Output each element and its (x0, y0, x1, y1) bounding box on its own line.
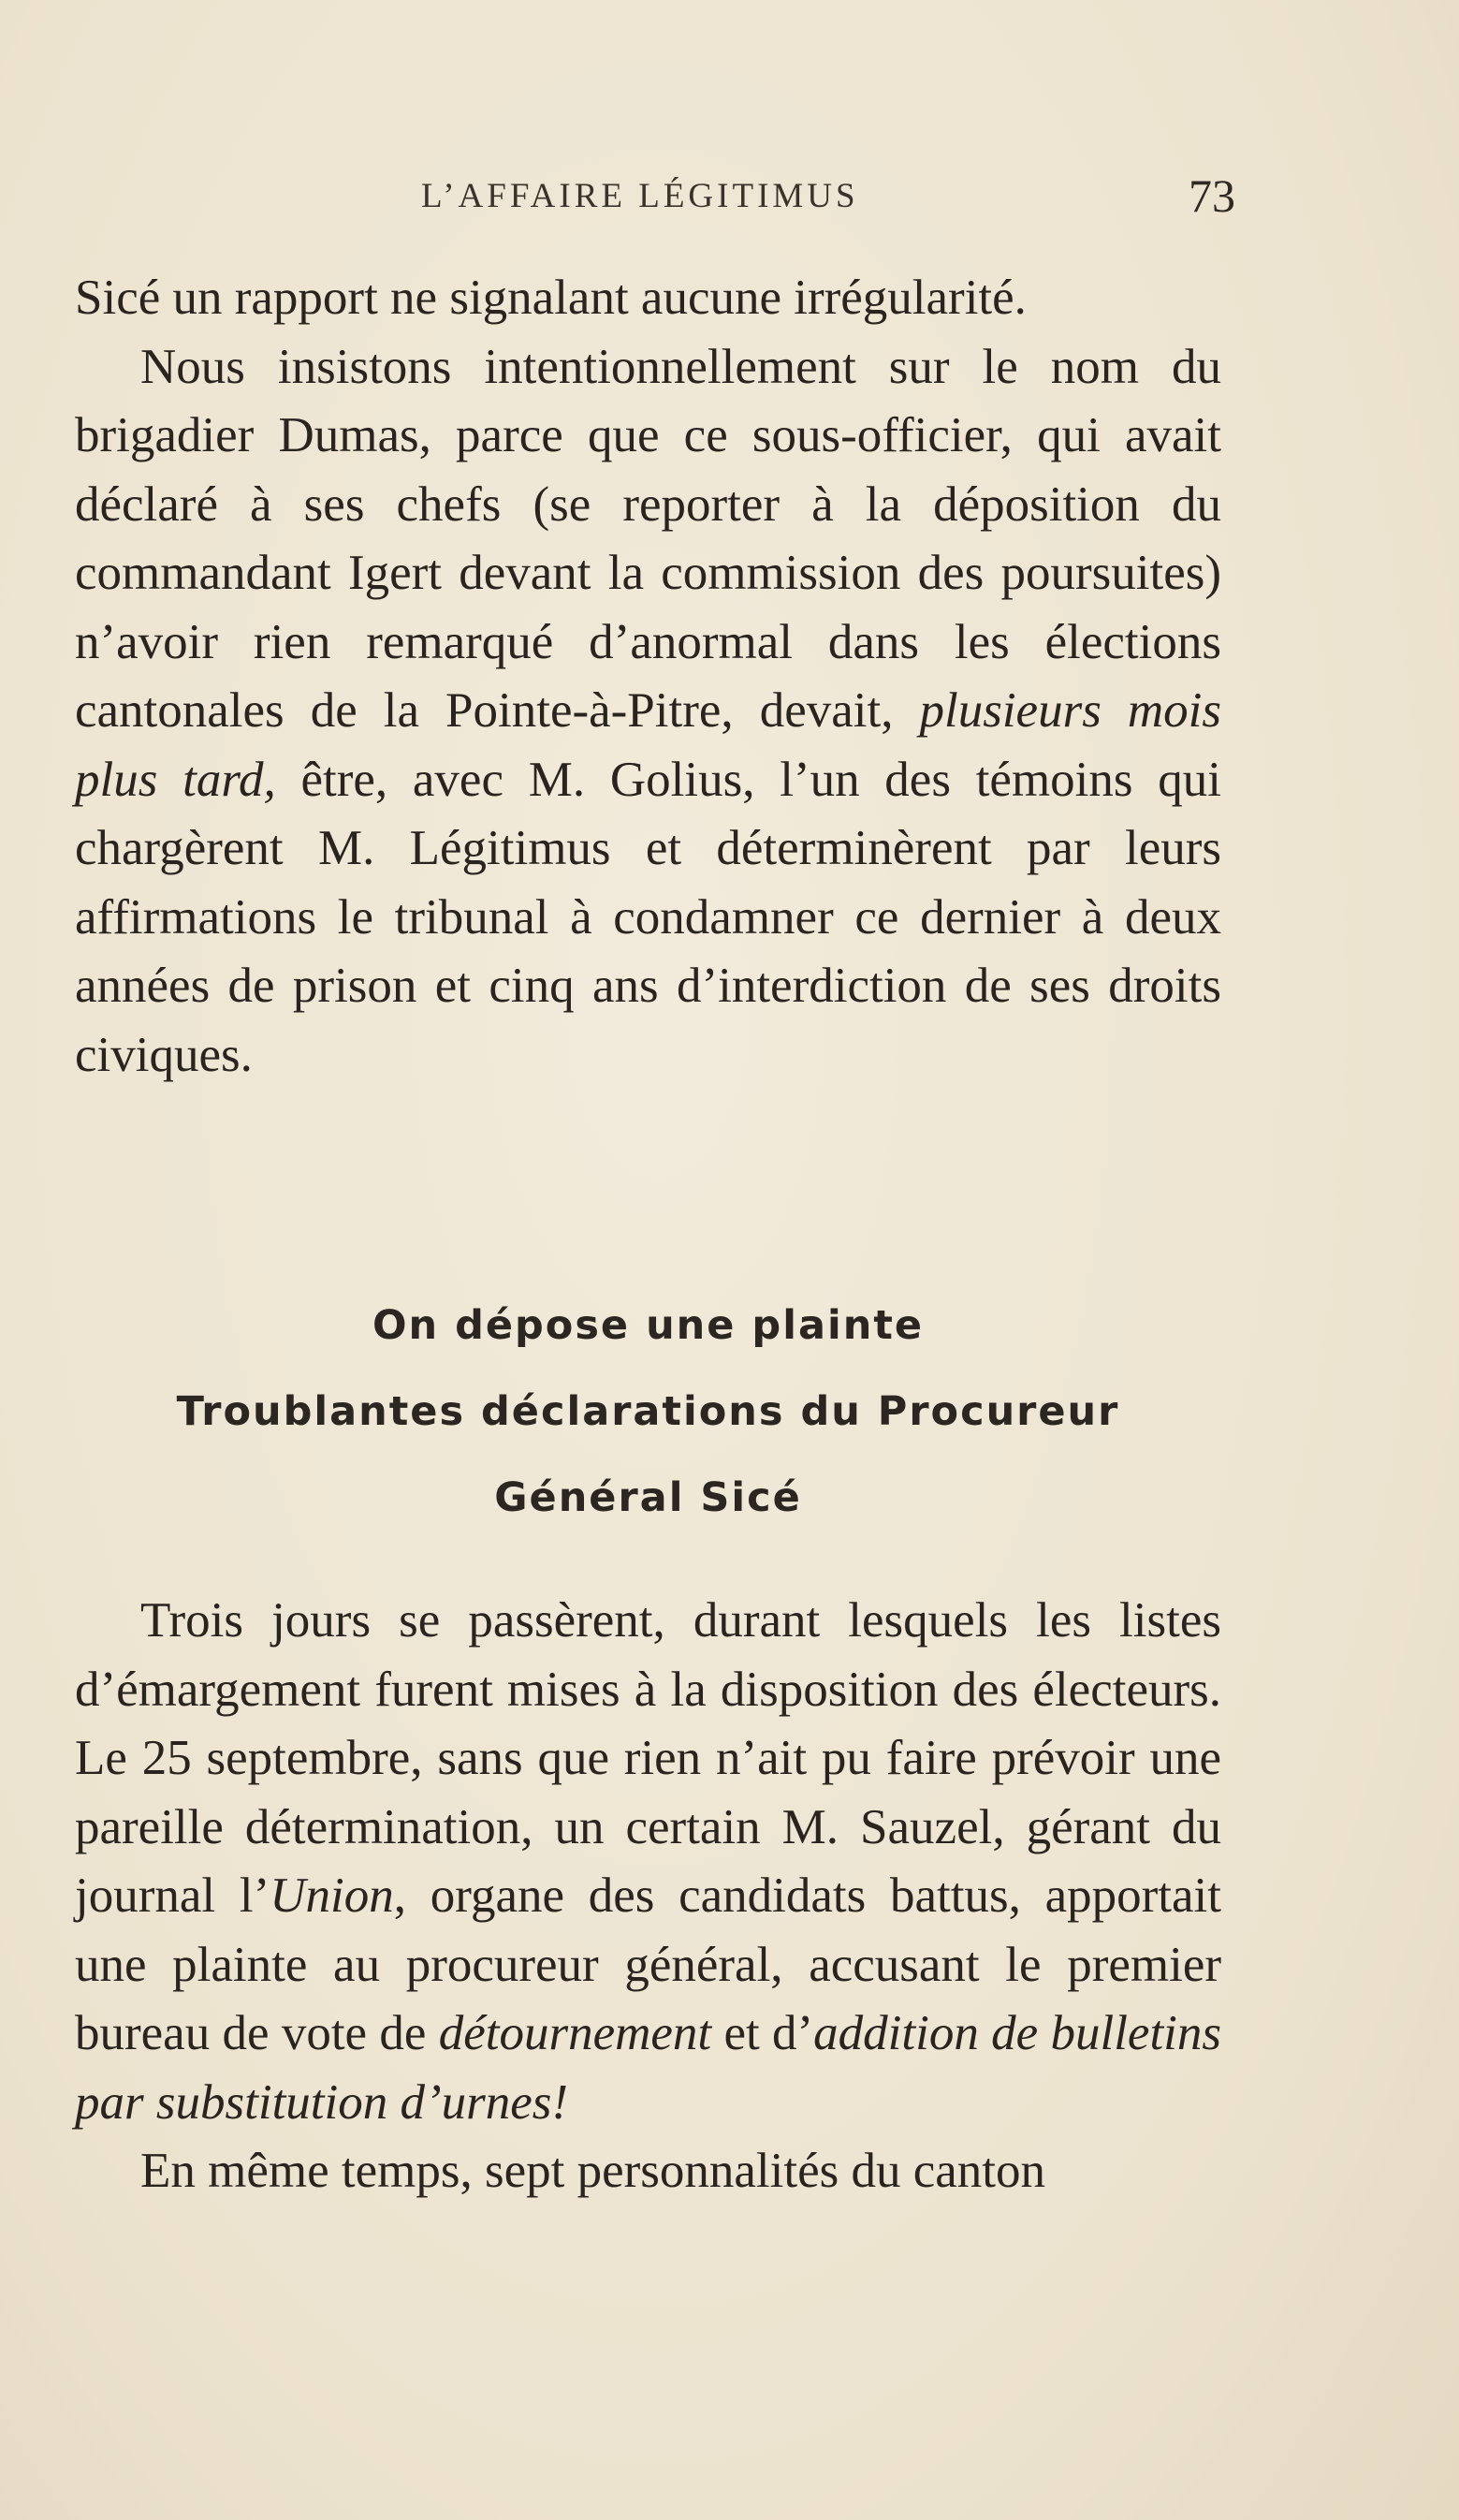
paragraph-plainte (75, 1587, 1221, 2137)
page-number: 73 (1189, 169, 1235, 222)
newspaper-title: Union (270, 1868, 394, 1923)
paragraph-text: Trois jours se passèrent, durant lesquels les listes d’émargement furent mises à la disposition des électeurs. Le 25 septembre, sans que rien n’ait pu faire prévoir une pareille détermination, un certain M. Sauzel, gérant du journal l’ (75, 1593, 1221, 1923)
section-heading-3: Général Sicé (494, 1474, 802, 1521)
paragraph-text: Nous insistons intentionnellement sur le nom du brigadier Dumas, parce que ce sous-officier, qui avait déclaré à ses chefs (se reporter à la déposition du commandant Igert devant la commission des poursuites) n’avoir rien remarqué d’anormal dans les élections cantonales de la Pointe-à-Pitre, devait, (75, 339, 1221, 738)
body-text-top (75, 264, 1221, 1090)
running-title: L’AFFAIRE LÉGITIMUS (421, 177, 859, 215)
paragraph-last-line: En même temps, sept personnalités du canton (140, 2144, 1046, 2198)
italic-emphasis: plusieurs mois plus tard, (75, 683, 1221, 807)
paragraph-text: , organe des candidats battus, apportait une plainte au procureur général, accusant le premier bureau de vote de (75, 1868, 1221, 2060)
paragraph-text: être, avec M. Golius, l’un des témoins qui chargèrent M. Légitimus et déterminèrent par leurs affirmations le tribunal à condamner ce dernier à deux années de prison et cinq ans d’interdiction de ses droits civiques. (75, 752, 1222, 1082)
paragraph-continued: Sicé un rapport ne signalant aucune irrégularité. (75, 271, 1027, 325)
section-heading-1: On dépose une plainte (372, 1302, 925, 1349)
paragraph-text: et d’ (723, 2006, 814, 2060)
paragraph-brigadier-dumas (75, 333, 1221, 1091)
section-heading-group (75, 1282, 1221, 1541)
body-text-bottom (75, 1587, 1221, 2206)
running-head (75, 168, 1235, 225)
section-heading-2: Troublantes déclarations du Procureur (176, 1388, 1120, 1435)
italic-emphasis: addition de bulletins par substitution d’urnes! (75, 2006, 1222, 2130)
italic-emphasis: détournement (438, 2006, 712, 2060)
